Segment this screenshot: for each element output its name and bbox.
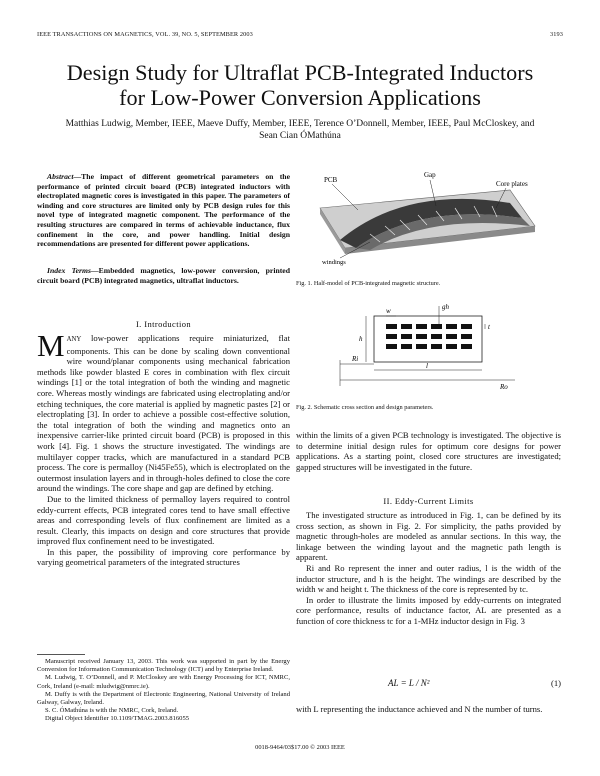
footnote-affiliation-2: M. Duffy is with the Department of Electronic Engineering, National University of Ireland Galway, Galway, Ireland.: [37, 690, 290, 707]
label-h: h: [359, 335, 363, 343]
equation-1: [296, 678, 561, 692]
figure-2-caption: Fig. 2. Schematic cross section and design parameters.: [296, 404, 434, 411]
index-terms-label: Index Terms—: [47, 266, 99, 275]
title-line-2: for Low-Power Conversion Applications: [119, 85, 481, 110]
label-pcb: PCB: [324, 176, 338, 184]
footnote-rule: [37, 654, 290, 655]
figure-1-illustration: [310, 168, 540, 268]
introduction-body: [37, 328, 290, 568]
title-line-1: Design Study for Ultraflat PCB-Integrated Inductors: [66, 60, 534, 85]
author-list: [30, 118, 570, 143]
page-number: 3193: [550, 31, 563, 38]
figure-2-diagram: [330, 300, 520, 392]
sec2-paragraph-1: The investigated structure as introduced in Fig. 1, can be defined by its cross section, as shown in Fig. 2. For simplicity, the paths provided by magnetic through-holes are modeled as annular sections. In this way, the linkage between the winding layout and the magnetic path length is apparent.: [296, 510, 561, 563]
index-terms-text: Embedded magnetics, low-power conversion, printed circuit board (PCB) integrated magnetics, ultraflat inductors.: [37, 266, 290, 285]
paper-title: [0, 60, 600, 110]
section-heading-introduction: I. Introduction: [135, 319, 192, 329]
label-gap: Gap: [424, 171, 436, 179]
label-ri: Ri: [352, 355, 359, 363]
label-l: l: [426, 362, 428, 370]
authors-line-2: Sean Cian ÓMathúna: [259, 131, 341, 142]
sec2-paragraph-4: with L representing the inductance achieved and N the number of turns.: [296, 704, 543, 714]
section-heading-eddy-current: II. Eddy-Current Limits: [383, 496, 474, 506]
intro-paragraph-2: Due to the limited thickness of permalloy layers required to control eddy-current effects, PCB integrated cores tend to have small effective areas and corresponding levels of flux confinement are limited as a result. Clearly, this impacts on design and core structures that provide improved flux confinement need to be investigated.: [37, 493, 290, 547]
index-terms: [37, 266, 290, 285]
abstract: [37, 172, 290, 249]
label-gh: gh: [442, 303, 449, 311]
label-ro: Ro: [500, 383, 508, 391]
equation-expression: AL = L / N²: [388, 678, 430, 688]
drop-cap: M: [37, 328, 65, 363]
intro-paragraph-3: In this paper, the possibility of improving core performance by varying geometrical parameters of the integrated structures: [37, 546, 290, 568]
footnote-affiliation-3: S. C. ÓMathúna is with the NMRC, Cork, Ireland.: [45, 707, 179, 715]
sec2-paragraph-3: In order to illustrate the limits imposed by eddy-currents on integrated core performance, results of inductance factor, AL are presented as a function of core thickness tc for a 1-MHz inductor design in Fig. 3: [296, 594, 561, 626]
label-w: w: [386, 307, 391, 315]
sec2-paragraph-2: Ri and Ro represent the inner and outer radius, l is the width of the inductor structure, and h is the height. The windings are described by the width w and height t. The thickness of the core is represented by tc.: [296, 562, 561, 595]
abstract-text: The impact of different geometrical parameters on the performance of printed circuit board (PCB) integrated inductors with electroplated magnetic cores is investigated in this paper. The parameters of winding and core structures are limited only by PCB design rules for this novel type of integrated magnetic component. The performance of the resulting structures are compared in terms of achievable inductance, flux confinement in the core, and power handling. Initial design recommendations are presented for different power applications.: [37, 172, 290, 249]
winding-cross-sections: [386, 324, 472, 349]
equation-number: (1): [550, 678, 561, 688]
authors-line-1: Matthias Ludwig, Member, IEEE, Maeve Duffy, Member, IEEE, Terence O’Donnell, Member, IEEE, Paul McCloskey, and: [65, 119, 535, 129]
running-header: IEEE TRANSACTIONS ON MAGNETICS, VOL. 39, NO. 5, SEPTEMBER 2003: [37, 31, 253, 38]
continuation-paragraph: within the limits of a given PCB technology is investigated. The objective is to determine initial design rules for optimum core designs for power applications. As a starting point, closed core structures are investigated; gapped structures will be investigated in the future.: [296, 430, 561, 472]
footnotes: [37, 658, 290, 724]
copyright-line: 0018-9464/03$17.00 © 2003 IEEE: [255, 744, 345, 751]
footnote-affiliation-1: M. Ludwig, T. O’Donnell, and P. McCloskey are with Energy Processing for ICT, NMRC, Cork, Ireland (e-mail: mludwig@nmrc.ie).: [37, 674, 290, 690]
right-column-continuation: [296, 430, 561, 472]
label-core-plates: Core plates: [496, 180, 528, 188]
section-2-closing: [296, 704, 561, 715]
footnote-doi: Digital Object Identifier 10.1109/TMAG.2003.816055: [45, 715, 190, 723]
label-t: t: [488, 323, 490, 331]
abstract-label: Abstract—: [47, 172, 82, 181]
label-windings: windings: [322, 259, 346, 266]
footnote-received: Manuscript received January 13, 2003. This work was supported in part by the Energy Conversion for Information Communication Technology (ICT) and by Enterprise Ireland.: [37, 658, 290, 674]
section-2-body: [296, 510, 561, 627]
intro-lead-word: ANY: [66, 336, 82, 343]
figure-1-caption: Fig. 1. Half-model of PCB-integrated magnetic structure.: [296, 280, 441, 287]
intro-paragraph-1: low-power applications require miniaturized, flat components. This can be done by scaling down conventional wire wound/planar components using mechanical fabrication methods like powder blasted E cores in combination with flex circuit windings [1] or the total integration of both the winding and magnetic core. Whereas mostly windings are fabricated using electroplating and/or etching techniques, the core material is applied by magnetic pastes [2] or electroplating [3]. In order to achieve a possible cost-effective solution, the total integration of both the winding and magnetics onto an inexpensive carrier-like printed circuit board (PCB) is proposed in this work [4]. Fig. 1 shows the structure investigated. The windings are multilayer copper tracks, which are manufactured in a standard PCB process. The core is permalloy (Ni45Fe55), which is electroplated on the outermost insulation layers and in through-holes defined to close the core around the windings. The core shape and gap are defined by etching.: [37, 333, 290, 494]
